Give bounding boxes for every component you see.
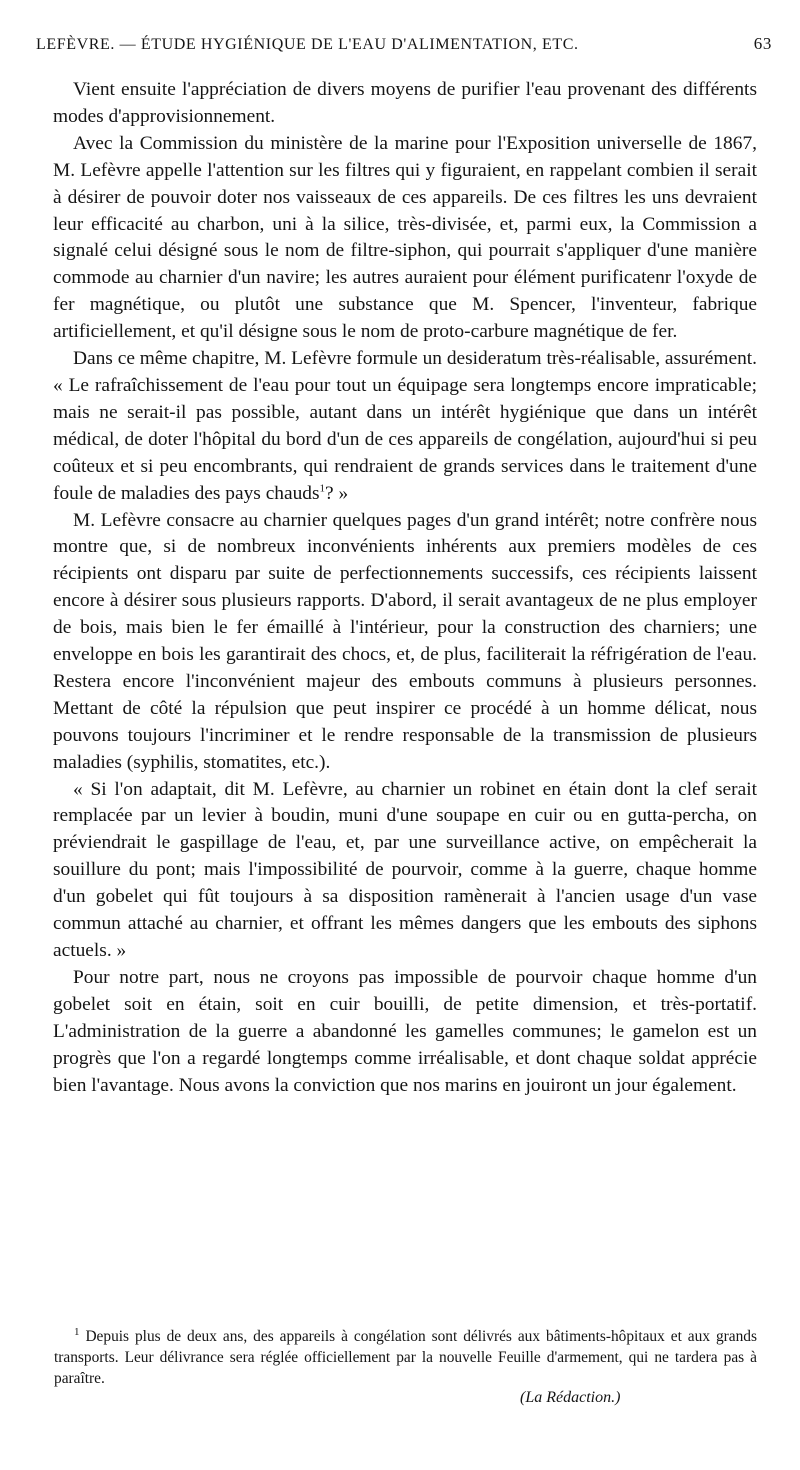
- paragraph-desideratum-text: Dans ce même chapitre, M. Lefèvre formule un desideratum très-réalisable, assurément. « Le rafraîchissement de l'eau pour tout un équipage sera longtemps encore impraticable; mais ne serait-il pas possible, autant dans un intérêt hygiénique que dans un intérêt médical, de doter l'hôpital du bord d'un de ces appareils de congélation, aujourd'hui si peu coûteux et si peu encombrants, qui rendraient de grands services dans le traitement d'une foule de maladies des pays chauds: [53, 348, 757, 504]
- footnote-marker: 1: [74, 1325, 80, 1338]
- footnote-paragraph: [54, 1326, 757, 1389]
- paragraph-charnier: M. Lefèvre consacre au charnier quelques pages d'un grand intérêt; notre confrère nous montre que, si de nombreux inconvénients inhérents aux premiers modèles de ces récipients ont disparu par suite de perfectionnements successifs, ces récipients laissent encore à désirer sous plusieurs rapports. D'abord, il serait avantageux de ne plus employer de bois, mais bien le fer émaillé à l'intérieur, pour la construction des charniers; une enveloppe en bois les garantirait des chocs, et, de plus, faciliterait la réfrigération de l'eau. Restera encore l'inconvénient majeur des embouts communs à plusieurs personnes. Mettant de côté la répulsion que peut inspirer ce procédé à un homme délicat, nous pouvons toujours l'incriminer et le rendre responsable de la transmission de plusieurs maladies (syphilis, stomatites, etc.).: [53, 509, 757, 773]
- paragraph-conclusion: Pour notre part, nous ne croyons pas impossible de pourvoir chaque homme d'un gobelet soit en étain, soit en cuir bouilli, de petite dimension, et très-portatif. L'administration de la guerre a abandonné les gamelles communes; le gamelon est un progrès que l'on a regardé longtemps comme irréalisable, et dont chaque soldat apprécie bien l'avantage. Nous avons la conviction que nos marins en jouiront un jour également.: [53, 966, 757, 1096]
- running-title: LEFÈVRE. — ÉTUDE HYGIÉNIQUE DE L'EAU D'ALIMENTATION, ETC.: [36, 36, 579, 53]
- footnote-credit: (La Rédaction.): [520, 1389, 621, 1406]
- paragraph-quotation: « Si l'on adaptait, dit M. Lefèvre, au charnier un robinet en étain dont la clef serait remplacée par un levier à boudin, muni d'une soupape en cuir ou en gutta-percha, on préviendrait le gaspillage de l'eau, et, par une surveillance active, on empêcherait la souillure du pont; mais l'impossibilité de pourvoir, comme à la guerre, chaque homme d'un gobelet qui fût toujours à sa disposition ramènerait à l'ancien usage d'un vase commun attaché au charnier, et offrant les mêmes dangers que les embouts des siphons actuels. »: [53, 778, 757, 961]
- paragraph-desideratum: [53, 346, 757, 507]
- paragraph-purification: Vient ensuite l'appréciation de divers moyens de purifier l'eau provenant des différents modes d'approvisionnement.: [53, 79, 757, 127]
- running-head: [36, 34, 772, 58]
- footnote-reference: 1: [319, 482, 326, 495]
- paragraph-filters: Avec la Commission du ministère de la marine pour l'Exposition universelle de 1867, M. Lefèvre appelle l'attention sur les filtres qui y figuraient, en rappelant combien il serait à désirer de pouvoir doter nos vaisseaux de ces appareils. De ces filtres les uns devraient leur efficacité au charbon, uni à la silice, très-divisée, et, parmi eux, la Commission a signalé celui désigné sous le nom de filtre-siphon, qui pourrait s'appliquer d'une manière commode au charnier d'un navire; les autres auraient pour élément purificatenr l'oxyde de fer magnétique, ou plutôt une substance que M. Spencer, l'inventeur, fabrique artificiellement, et qu'il désigne sous le nom de proto-carbure magnétique de fer.: [53, 132, 757, 343]
- quote-close: ? »: [325, 482, 349, 504]
- footnote-text: Depuis plus de deux ans, des appareils à congélation sont délivrés aux bâtiments-hôpitaux et aux grands transports. Leur délivrance sera réglée officiellement par la nouvelle Feuille d'armement, qui ne tardera pas à paraître.: [54, 1328, 757, 1387]
- page-number: 63: [753, 34, 772, 53]
- body-text: [53, 77, 757, 1099]
- footnote: [54, 1326, 757, 1389]
